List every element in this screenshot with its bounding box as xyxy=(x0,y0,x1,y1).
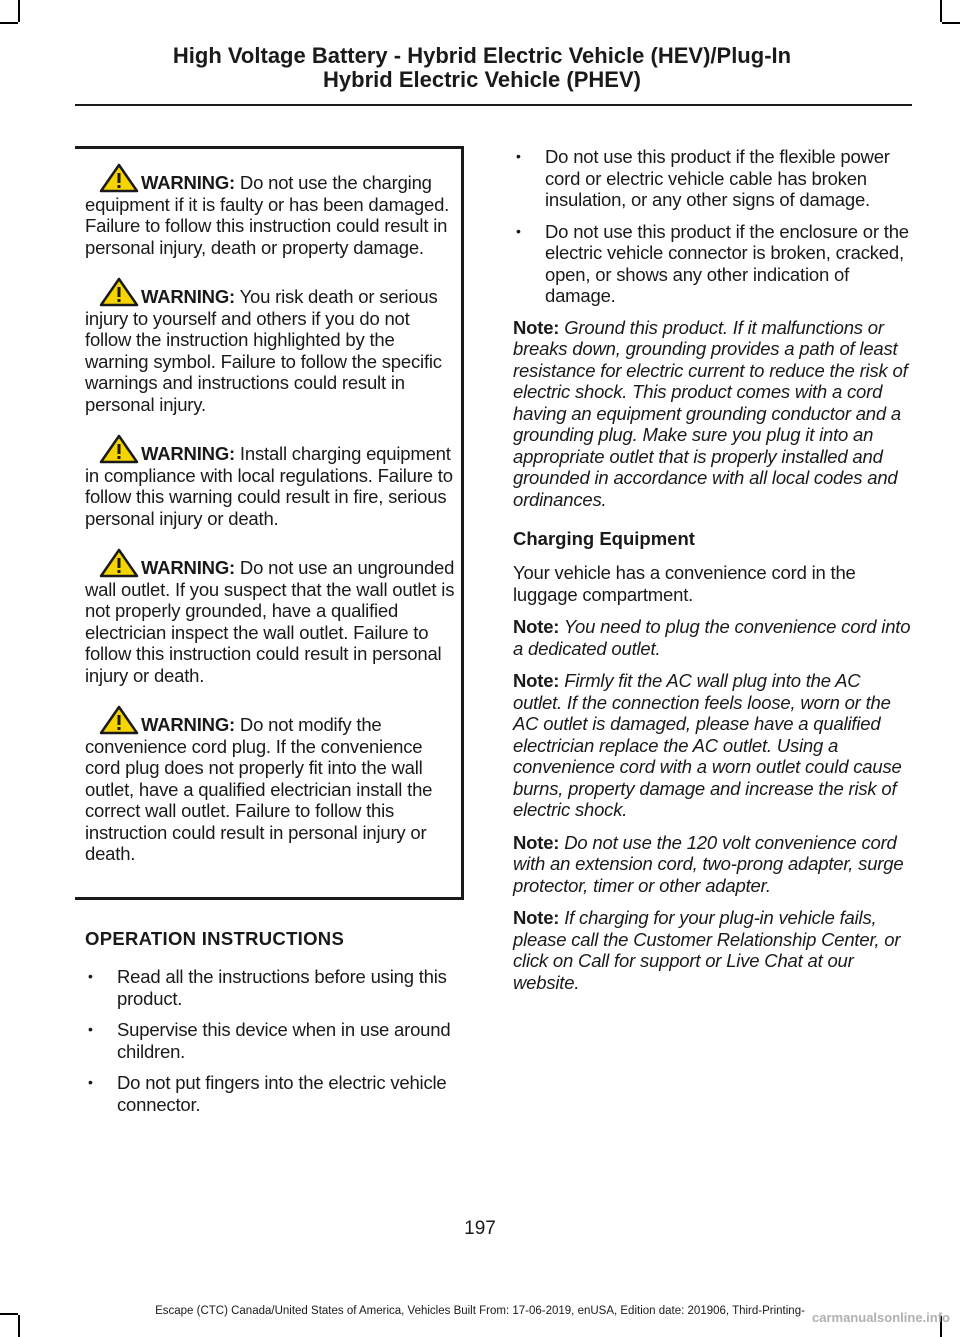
warning-text: Do not use the charging equipment if it is faulty or has been damaged. Failure to follow this instruction could result in personal injury, death or property damage. xyxy=(85,172,450,258)
warning-label: WARNING: xyxy=(141,714,235,735)
note-paragraph xyxy=(513,670,911,821)
crop-mark xyxy=(942,22,960,24)
warning-label: WARNING: xyxy=(141,172,235,193)
list-item: • Supervise this device when in use around children. xyxy=(85,1019,470,1062)
warning-triangle-icon xyxy=(99,163,139,193)
page-title-line-2: Hybrid Electric Vehicle (PHEV) xyxy=(323,67,641,92)
page-title xyxy=(52,44,912,92)
warning-box xyxy=(75,146,464,900)
note-paragraph xyxy=(513,616,911,659)
list-item: • Do not use this product if the enclosure or the electric vehicle connector is broken, cracked, open, or shows any other indication of damage. xyxy=(513,221,911,307)
note-label: Note: xyxy=(513,616,560,637)
note-label: Note: xyxy=(513,907,560,928)
warning-text: Do not modify the convenience cord plug. If the convenience cord plug does not properly fit into the wall outlet, have a qualified electrician install the correct wall outlet. Failure to follow this instruction could result in personal injury or death. xyxy=(85,714,433,864)
bullet-list xyxy=(85,966,470,1115)
bullet-list xyxy=(513,146,911,307)
note-text: Firmly fit the AC wall plug into the AC outlet. If the connection feels loose, worn or the AC outlet is damaged, please have a qualified electrician replace the AC outlet. Using a convenience cord with a worn outlet could cause burns, property damage and increase the risk of electric shock. xyxy=(513,670,902,820)
header-divider xyxy=(75,104,912,106)
warning-item xyxy=(85,277,457,415)
note-paragraph xyxy=(513,317,911,511)
note-label: Note: xyxy=(513,670,560,691)
warning-label: WARNING: xyxy=(141,286,235,307)
list-item: • Do not put fingers into the electric vehicle connector. xyxy=(85,1072,470,1115)
warning-item xyxy=(85,548,457,686)
warning-item xyxy=(85,163,457,258)
list-item: • Do not use this product if the flexible power cord or electric vehicle cable has broken insulation, or any other signs of damage. xyxy=(513,146,911,211)
watermark: carmanualsonline.info xyxy=(812,1310,950,1325)
section-heading: OPERATION INSTRUCTIONS xyxy=(85,928,345,949)
warning-text: Install charging equipment in compliance with local regulations. Failure to follow this warning could result in fire, serious personal injury or death. xyxy=(85,443,453,529)
warning-triangle-icon xyxy=(99,434,139,464)
crop-mark xyxy=(0,22,18,24)
warning-item xyxy=(85,705,457,865)
note-text: Ground this product. If it malfunctions or breaks down, grounding provides a path of least resistance for electric current to reduce the risk of electric shock. This product comes with a cord having an equipment grounding conductor and a grounding plug. Make sure you plug it into an appropriate outlet that is properly installed and grounded in accordance with all local codes and ordinances. xyxy=(513,316,908,510)
warning-text: Do not use an ungrounded wall outlet. If you suspect that the wall outlet is not properly grounded, have a qualified electrician inspect the wall outlet. Failure to follow this instruction could result in personal injury or death. xyxy=(85,557,455,686)
footer-text: Escape (CTC) Canada/United States of America, Vehicles Built From: 17-06-2019, enUSA, Edition date: 201906, Third-Printing- xyxy=(155,1305,805,1317)
note-text: Do not use the 120 volt convenience cord with an extension cord, two-prong adapter, surge protector, timer or other adapter. xyxy=(513,831,904,896)
warning-label: WARNING: xyxy=(141,557,235,578)
crop-mark xyxy=(18,1315,20,1337)
note-text: If charging for your plug-in vehicle fails, please call the Customer Relationship Center, or click on Call for support or Live Chat at our website. xyxy=(513,907,901,993)
page-number: 197 xyxy=(464,1218,496,1239)
note-label: Note: xyxy=(513,831,560,853)
warning-text: You risk death or serious injury to yourself and others if you do not follow the instruction highlighted by the warning symbol. Failure to follow the specific warnings and instructions could result in personal injury. xyxy=(85,286,442,415)
operation-section xyxy=(85,928,470,1125)
warning-item xyxy=(85,434,457,529)
list-item: • Read all the instructions before using this product. xyxy=(85,966,470,1009)
warning-triangle-icon xyxy=(99,277,139,307)
warning-triangle-icon xyxy=(99,548,139,578)
note-label: Note: xyxy=(513,316,560,338)
right-column xyxy=(513,146,911,1004)
crop-mark xyxy=(940,0,942,22)
note-paragraph xyxy=(513,907,911,993)
body-paragraph: Your vehicle has a convenience cord in the luggage compartment. xyxy=(513,562,856,605)
warning-label: WARNING: xyxy=(141,443,235,464)
page-title-line-1: High Voltage Battery - Hybrid Electric Vehicle (HEV)/Plug-In xyxy=(172,43,792,68)
note-paragraph xyxy=(513,832,911,897)
crop-mark xyxy=(18,0,20,22)
section-heading: Charging Equipment xyxy=(513,528,695,549)
warning-triangle-icon xyxy=(99,705,139,735)
note-text: You need to plug the convenience cord into a dedicated outlet. xyxy=(513,616,911,659)
